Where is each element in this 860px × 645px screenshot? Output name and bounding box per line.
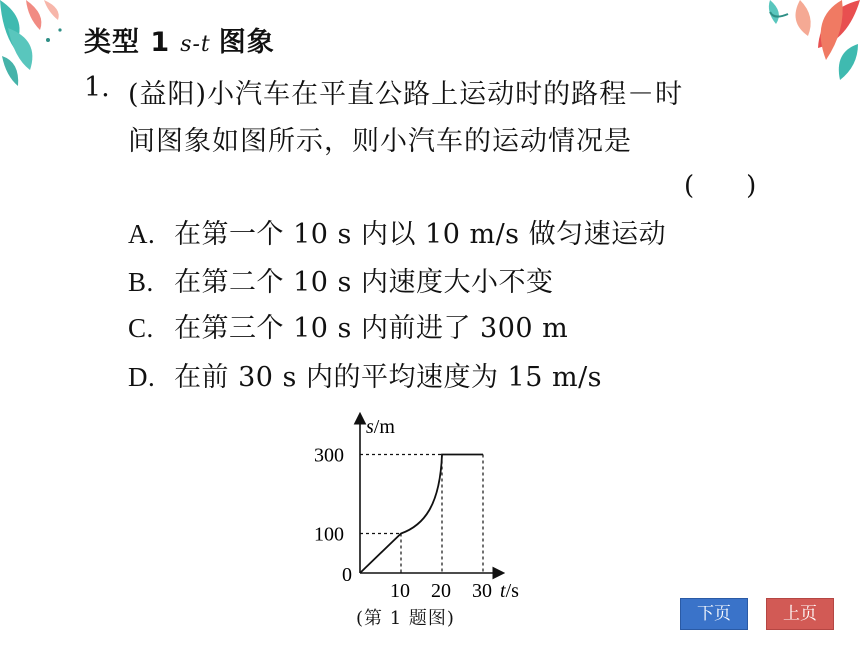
option-key: A. (128, 219, 156, 249)
distance-time-curve (360, 455, 483, 574)
question-text-line1: (益阳)小汽车在平直公路上运动时的路程－时 (128, 79, 684, 110)
next-page-button[interactable]: 下页 (680, 598, 748, 630)
x-tick-label: 30 (472, 580, 492, 602)
y-axis-label: s/m (366, 416, 395, 438)
decorative-leaves-right (730, 0, 860, 80)
option-b (128, 260, 553, 299)
answer-blank: ( ) (684, 171, 757, 201)
x-axis-label: t/s (500, 580, 519, 602)
x-tick-label: 10 (390, 580, 410, 602)
decorative-leaves-left (0, 0, 80, 95)
topic-symbol: s-t (180, 32, 211, 57)
x-tick-label: 20 (431, 580, 451, 602)
option-text: 在第二个 10 s 内速度大小不变 (174, 267, 554, 298)
figure-caption: (第 1 题图) (356, 608, 455, 629)
y-tick-label: 100 (314, 523, 344, 546)
flower-cluster-icon (769, 0, 860, 80)
option-key: D. (128, 362, 156, 392)
prev-page-button[interactable]: 上页 (766, 598, 834, 630)
option-a (128, 212, 666, 251)
option-text: 在第三个 10 s 内前进了 300 m (174, 313, 569, 344)
leaf-cluster-icon (0, 0, 62, 86)
y-tick-label: 300 (314, 444, 344, 467)
topic-word: 图象 (218, 27, 275, 58)
origin-label: 0 (342, 564, 352, 586)
question-text-line2: 间图象如图所示，则小汽车的运动情况是 (128, 126, 632, 157)
type-label: 类型 1 (84, 27, 171, 58)
option-text: 在第一个 10 s 内以 10 m/s 做匀速运动 (174, 219, 667, 250)
section-heading (84, 20, 275, 59)
option-c (128, 306, 568, 345)
option-key: B. (128, 267, 154, 297)
question-number: 1. (84, 72, 110, 103)
y-tick-labels (314, 445, 344, 546)
option-text: 在前 30 s 内的平均速度为 15 m/s (174, 362, 603, 393)
s-t-graph (300, 405, 540, 605)
option-key: C. (128, 313, 154, 343)
x-tick-labels (390, 580, 492, 602)
option-d (128, 355, 602, 394)
